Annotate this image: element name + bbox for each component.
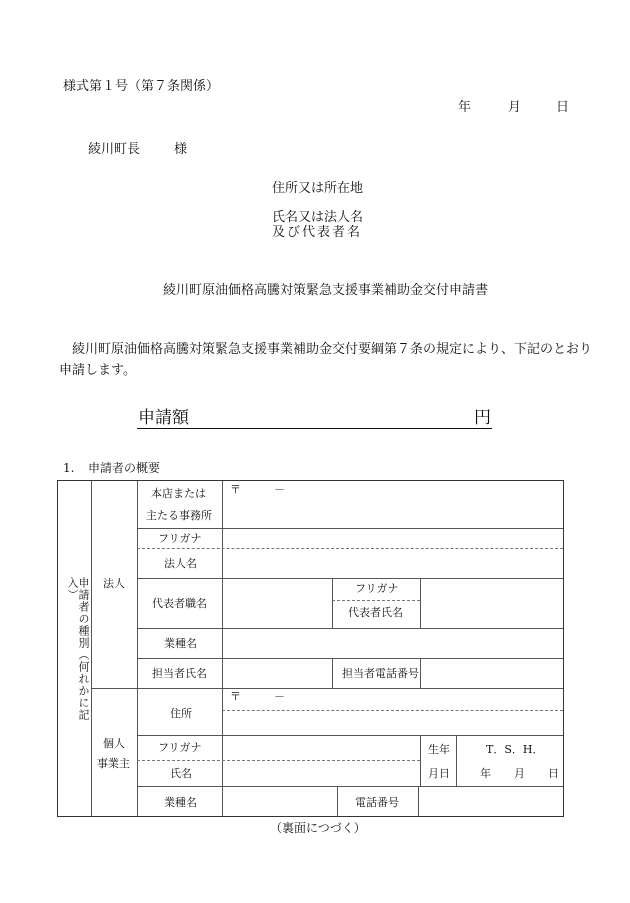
divider <box>137 628 563 629</box>
postal-dash: － <box>274 483 285 496</box>
representative-label: 及び代表者名 <box>272 225 363 240</box>
section-number: 1. <box>63 461 75 475</box>
birth-label-line2: 月日 <box>428 767 450 780</box>
divider <box>222 710 563 711</box>
individual-phone-label: 電話番号 <box>355 796 399 809</box>
rep-furigana-label: フリガナ <box>355 582 399 595</box>
divider <box>137 528 563 529</box>
birth-month-label: 月 <box>514 767 525 780</box>
date-month-label: 月 <box>508 100 522 115</box>
divider <box>332 578 333 628</box>
individual-business-type-label: 業種名 <box>164 796 197 809</box>
date-day-label: 日 <box>556 100 570 115</box>
applicant-overview-table <box>57 480 564 817</box>
section-title: 申請者の概要 <box>88 461 161 475</box>
divider <box>418 786 419 816</box>
contact-phone-label: 担当者電話番号 <box>342 667 419 680</box>
corporation-label: 法人 <box>103 577 125 590</box>
divider <box>137 578 563 579</box>
form-number: 様式第１号（第７条関係） <box>63 79 220 94</box>
divider <box>137 548 563 549</box>
birth-day-label: 日 <box>548 767 559 780</box>
addressee-name: 綾川町長 <box>88 142 141 157</box>
amount-label: 申請額 <box>138 408 189 428</box>
divider <box>137 658 563 659</box>
divider <box>91 688 563 689</box>
divider <box>420 735 421 786</box>
applicant-type-label: 申請者の種別（何れかに記入） <box>66 577 90 721</box>
individual-label-line2: 事業主 <box>97 757 130 770</box>
corp-business-type-label: 業種名 <box>164 637 197 650</box>
amount-unit: 円 <box>474 408 491 428</box>
body-text-line1: 綾川町原油価格高騰対策緊急支援事業補助金交付要綱第７条の規定により、下記のとおり <box>72 342 593 357</box>
divider <box>137 760 420 761</box>
document-title: 綾川町原油価格高騰対策緊急支援事業補助金交付申請書 <box>163 283 489 298</box>
divider <box>137 481 138 816</box>
body-text-line2: 申請します。 <box>59 363 136 378</box>
rep-name-label: 代表者氏名 <box>348 606 403 619</box>
address-label: 住所又は所在地 <box>272 181 364 196</box>
continued-note: （裏面につづく） <box>270 821 366 835</box>
individual-furigana-label: フリガナ <box>158 741 202 754</box>
divider <box>332 658 333 688</box>
contact-name-label: 担当者氏名 <box>152 667 207 680</box>
divider <box>137 735 563 736</box>
amount-underline <box>137 428 492 429</box>
individual-address-label: 住所 <box>170 707 192 720</box>
divider <box>456 735 457 786</box>
individual-postal-mark: 〒 <box>230 690 241 703</box>
hq-label-line1: 本店または <box>151 487 206 500</box>
individual-postal-dash: － <box>274 690 285 703</box>
divider <box>337 786 338 816</box>
date-year-label: 年 <box>458 100 472 115</box>
divider <box>137 786 563 787</box>
name-label: 氏名又は法人名 <box>272 210 364 225</box>
birth-label-line1: 生年 <box>428 743 450 756</box>
hq-label-line2: 主たる事務所 <box>146 509 212 522</box>
corp-name-label: 法人名 <box>164 557 197 570</box>
divider <box>420 658 421 688</box>
individual-label-line1: 個人 <box>103 737 125 750</box>
birth-year-label: 年 <box>480 767 491 780</box>
addressee-honorific: 様 <box>174 142 188 157</box>
individual-name-label: 氏名 <box>170 767 192 780</box>
divider <box>420 578 421 628</box>
divider <box>91 481 92 816</box>
divider <box>222 481 223 816</box>
divider <box>332 600 420 601</box>
corp-furigana-label: フリガナ <box>158 532 202 545</box>
birth-era-options: T．S．H． <box>486 743 544 756</box>
rep-title-label: 代表者職名 <box>152 597 207 610</box>
postal-mark: 〒 <box>230 483 241 496</box>
